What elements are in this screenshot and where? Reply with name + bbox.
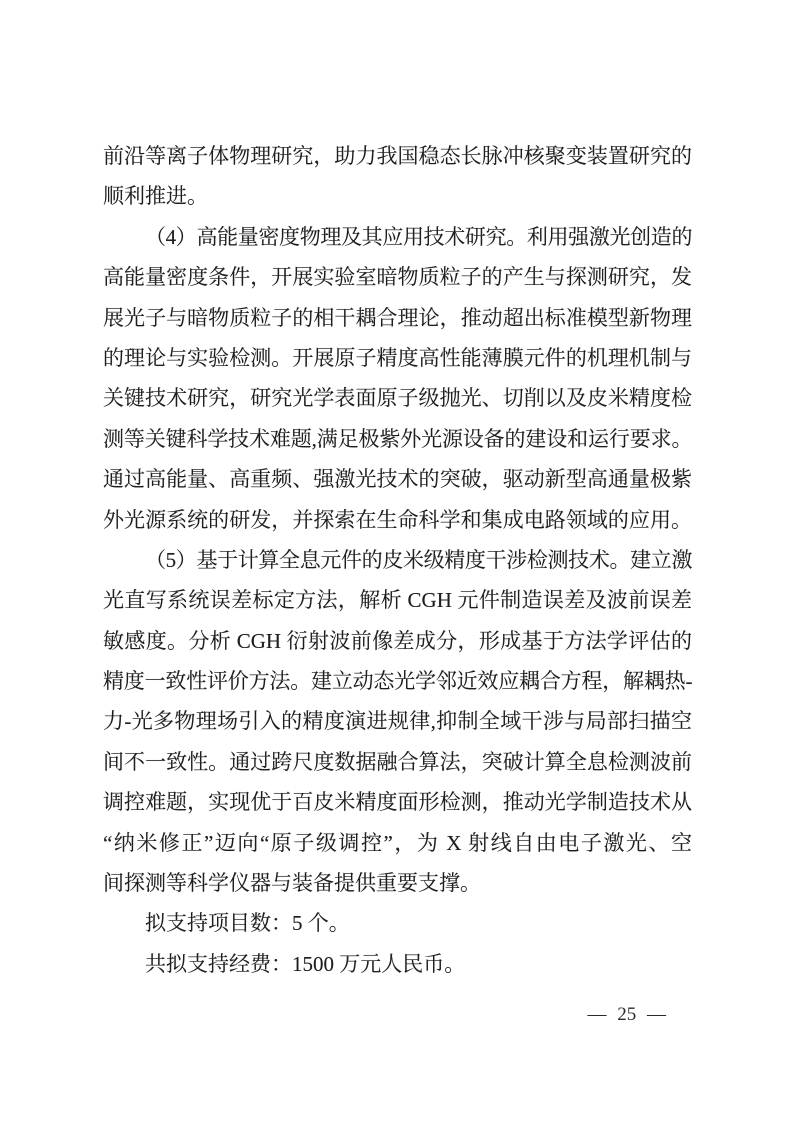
text-line: 关键技术研究，研究光学表面原子级抛光、切削以及皮米精度检 — [103, 386, 692, 411]
text-line: 测等关键科学技术难题,满足极紫外光源设备的建设和运行要求。 — [103, 426, 692, 451]
page-number: — 25 — — [587, 1004, 666, 1025]
text-line: “纳米修正”迈向“原子级调控”，为 X 射线自由电子激光、空 — [103, 830, 692, 855]
text-line: 通过高能量、高重频、强激光技术的突破，驱动新型高通量极紫 — [103, 467, 692, 492]
text-line: 拟支持项目数：5 个。 — [145, 911, 350, 936]
text-line: 敏感度。分析 CGH 衍射波前像差成分，形成基于方法学评估的 — [103, 628, 692, 653]
text-line: 展光子与暗物质粒子的相干耦合理论，推动超出标准模型新物理 — [103, 305, 692, 330]
text-line: 精度一致性评价方法。建立动态光学邻近效应耦合方程，解耦热- — [103, 669, 692, 694]
text-line: （5）基于计算全息元件的皮米级精度干涉检测技术。建立激 — [145, 547, 692, 572]
text-line: 高能量密度条件，开展实验室暗物质粒子的产生与探测研究，发 — [103, 265, 692, 290]
text-line: 光直写系统误差标定方法，解析 CGH 元件制造误差及波前误差 — [103, 588, 692, 613]
text-line: 共拟支持经费：1500 万元人民币。 — [145, 951, 466, 976]
text-line: 间不一致性。通过跨尺度数据融合算法，突破计算全息检测波前 — [103, 749, 692, 774]
text-line: 间探测等科学仪器与装备提供重要支撑。 — [103, 871, 481, 896]
text-line: 顺利推进。 — [103, 184, 208, 209]
text-line: 力-光多物理场引入的精度演进规律,抑制全域干涉与局部扫描空 — [103, 709, 692, 734]
text-line: 调控难题，实现优于百皮米精度面形检测，推动光学制造技术从 — [103, 790, 692, 815]
text-line: 前沿等离子体物理研究，助力我国稳态长脉冲核聚变装置研究的 — [103, 144, 692, 168]
document-body — [103, 136, 692, 984]
text-line: 外光源系统的研发，并探索在生命科学和集成电路领域的应用。 — [103, 507, 692, 532]
text-line: （4）高能量密度物理及其应用技术研究。利用强激光创造的 — [145, 224, 692, 249]
text-line: 的理论与实验检测。开展原子精度高性能薄膜元件的机理机制与 — [103, 345, 692, 370]
